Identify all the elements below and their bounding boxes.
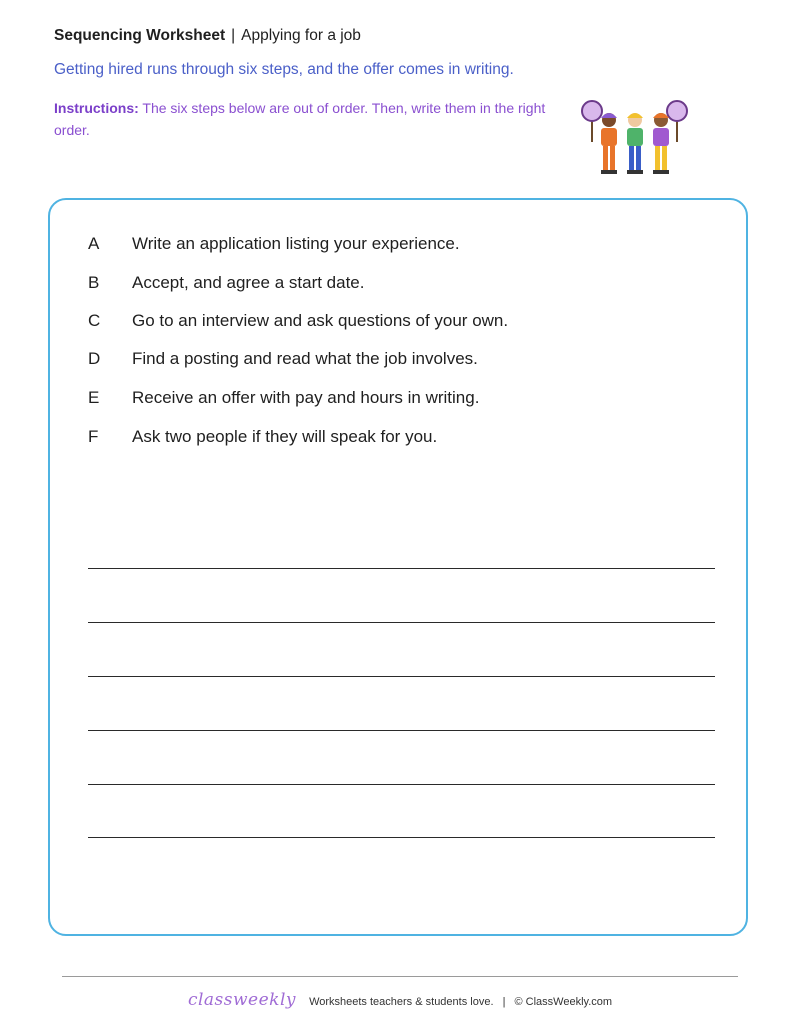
instructions-label: Instructions: bbox=[54, 100, 139, 116]
instructions bbox=[54, 97, 574, 141]
answer-line-4[interactable] bbox=[88, 730, 715, 731]
step-text: Receive an offer with pay and hours in writing. bbox=[132, 388, 480, 407]
step-letter: B bbox=[88, 273, 100, 292]
answer-line-1[interactable] bbox=[88, 568, 715, 569]
worksheet-title bbox=[54, 27, 361, 45]
step-d bbox=[88, 349, 478, 369]
answer-line-5[interactable] bbox=[88, 784, 715, 785]
worksheet-type: Sequencing Worksheet bbox=[54, 27, 226, 44]
step-e bbox=[88, 388, 479, 408]
footer-copyright: © ClassWeekly.com bbox=[514, 996, 613, 1008]
step-text: Go to an interview and ask questions of your own. bbox=[132, 311, 509, 330]
step-a bbox=[88, 234, 460, 254]
step-letter: E bbox=[88, 388, 100, 407]
step-text: Ask two people if they will speak for you. bbox=[132, 427, 438, 446]
answer-line-3[interactable] bbox=[88, 676, 715, 677]
step-c bbox=[88, 311, 508, 331]
worksheet-topic: Applying for a job bbox=[241, 27, 361, 44]
footer bbox=[0, 990, 800, 1010]
brand-logo: classweekly bbox=[187, 990, 296, 1010]
title-separator: | bbox=[231, 27, 236, 44]
answer-line-2[interactable] bbox=[88, 622, 715, 623]
steps-card bbox=[48, 198, 748, 936]
step-text: Write an application listing your experience. bbox=[132, 234, 460, 253]
step-b bbox=[88, 273, 364, 293]
step-text: Accept, and agree a start date. bbox=[132, 273, 365, 292]
step-letter: F bbox=[88, 427, 99, 446]
step-letter: D bbox=[88, 349, 101, 368]
instructions-text: The six steps below are out of order. Then, write them in the right order. bbox=[54, 100, 546, 138]
footer-separator: | bbox=[502, 996, 506, 1008]
worksheet-subtitle: Getting hired runs through six steps, and the offer comes in writing. bbox=[54, 61, 514, 78]
footer-divider bbox=[62, 976, 738, 977]
step-text: Find a posting and read what the job involves. bbox=[132, 349, 478, 368]
step-f bbox=[88, 427, 437, 447]
step-letter: A bbox=[88, 234, 100, 253]
footer-tagline: Worksheets teachers & students love. bbox=[309, 996, 494, 1008]
answer-line-6[interactable] bbox=[88, 837, 715, 838]
step-letter: C bbox=[88, 311, 101, 330]
workers-illustration-icon bbox=[578, 98, 693, 178]
